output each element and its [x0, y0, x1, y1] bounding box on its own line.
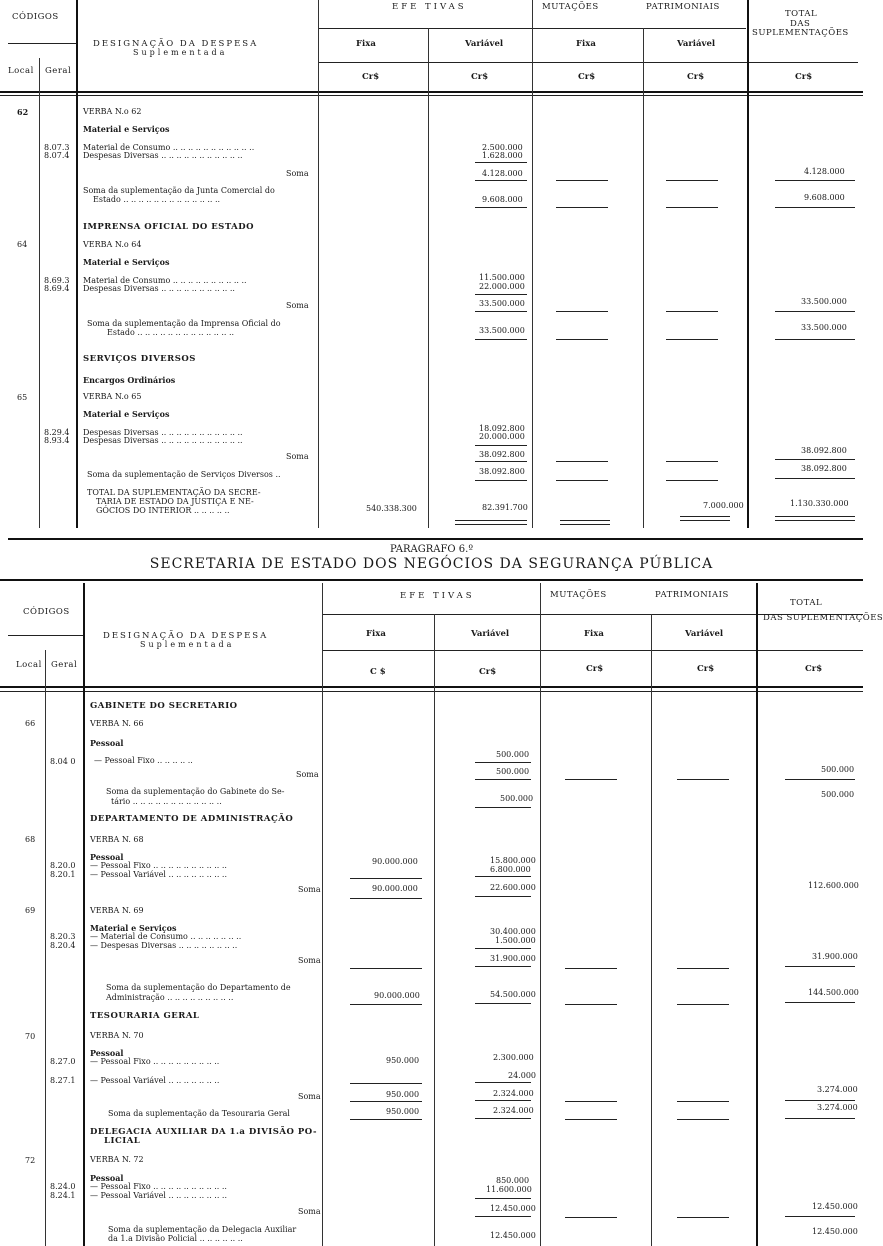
verba-label: VERBA N. 68	[90, 835, 144, 844]
variavel-mut-header: Variável	[677, 39, 716, 49]
geral-code: 8.69.4	[44, 284, 70, 293]
section-label: Pessoal	[90, 852, 124, 862]
fixa-header: Fixa	[366, 629, 386, 639]
section-label: Material e Serviços	[83, 409, 170, 419]
section-label: Encargos Ordinários	[83, 375, 176, 385]
total-header-suplementacoes: SUPLEMENTAÇÕES	[752, 28, 849, 38]
value-cell: 4.128.000	[482, 169, 523, 178]
value-cell: 22.600.000	[490, 883, 536, 892]
geral-code: 8.27.0	[50, 1057, 76, 1066]
value-cell: 1.500.000	[495, 936, 536, 945]
local-code: 64	[17, 240, 28, 249]
variavel-header: Variável	[465, 39, 504, 49]
value-cell: 24.000	[508, 1071, 536, 1080]
subtotal-label: tário .. .. .. .. .. .. .. .. .. .. .. ..	[111, 797, 222, 806]
geral-code: 8.07.4	[44, 151, 70, 160]
value-cell: 500.000	[496, 767, 530, 776]
department-heading: GABINETE DO SECRETARIO	[90, 701, 238, 711]
item-label: — Pessoal Fixo .. .. .. .. .. .. .. .. .. ..	[90, 861, 227, 870]
geral-code: 8.20.1	[50, 870, 76, 879]
soma-label: Soma	[298, 956, 321, 965]
total-cell: 31.900.000	[812, 952, 858, 961]
total-cell: 12.450.000	[812, 1227, 858, 1236]
subtotal-label: Soma da suplementação da Junta Comercial do	[83, 186, 275, 195]
grand-total-suplementacoes: 1.130.330.000	[790, 499, 849, 508]
currency-label: Cr$	[578, 72, 596, 82]
item-label: — Pessoal Variável .. .. .. .. .. .. .. ..	[90, 870, 228, 879]
item-label: — Despesas Diversas .. .. .. .. .. .. .. ..	[90, 941, 238, 950]
geral-code: 8.24.1	[50, 1191, 76, 1200]
geral-code: 8.69.3	[44, 276, 70, 285]
department-heading: DELEGACIA AUXILIAR DA 1.a DIVISÃO PO-	[90, 1127, 318, 1137]
value-cell: 33.500.000	[479, 326, 525, 335]
value-cell: 2.324.000	[493, 1106, 534, 1115]
currency-label: Cr$	[479, 667, 497, 677]
value-cell: 950.000	[386, 1090, 420, 1099]
value-cell: 11.500.000	[479, 273, 525, 282]
total-cell: 33.500.000	[801, 297, 847, 306]
mutacoes-header: MUTAÇÕES	[550, 590, 607, 600]
mutacoes-header: MUTAÇÕES	[542, 2, 599, 12]
local-code: 69	[25, 906, 36, 915]
currency-label: Cr$	[687, 72, 705, 82]
codigos-header: CÓDIGOS	[12, 12, 59, 22]
geral-code: 8.20.4	[50, 941, 76, 950]
total-cell: 3.274.000	[817, 1103, 858, 1112]
fixa-header: Fixa	[356, 39, 376, 49]
geral-code: 8.20.0	[50, 861, 76, 870]
currency-label: Cr$	[697, 664, 715, 674]
verba-label: VERBA N. 72	[90, 1155, 144, 1164]
item-label: — Pessoal Variável .. .. .. .. .. .. .. ..	[90, 1191, 228, 1200]
grand-total-fixa: 540.338.300	[366, 504, 417, 513]
total-cell: 38.092.800	[801, 464, 847, 473]
fixa-mut-header: Fixa	[576, 39, 596, 49]
local-code: 70	[25, 1032, 36, 1041]
department-heading: SERVIÇOS DIVERSOS	[83, 354, 196, 364]
total-header: TOTAL	[785, 9, 818, 19]
efetivas-header: EFE TIVAS	[392, 2, 467, 12]
local-code: 72	[25, 1156, 36, 1165]
geral-code: 8.29.4	[44, 428, 70, 437]
value-cell: 90.000.000	[372, 884, 418, 893]
total-header: TOTAL	[790, 598, 823, 608]
subtotal-label: Administração .. .. .. .. .. .. .. .. ..	[106, 993, 234, 1002]
soma-label: Soma	[286, 169, 309, 178]
grand-total-mut-variavel: 7.000.000	[703, 501, 744, 510]
value-cell: 18.092.800	[479, 424, 525, 433]
geral-header: Geral	[45, 66, 72, 76]
section-label: Material e Serviços	[90, 923, 177, 933]
item-label: Despesas Diversas .. .. .. .. .. .. .. .. .. .. ..	[83, 436, 243, 445]
value-cell: 31.900.000	[490, 954, 536, 963]
suplementada-header: Suplementada	[133, 48, 228, 57]
value-cell: 38.092.800	[479, 450, 525, 459]
verba-label: VERBA N. 66	[90, 719, 144, 728]
value-cell: 6.800.000	[490, 865, 531, 874]
value-cell: 950.000	[386, 1056, 420, 1065]
grand-total-label: TARIA DE ESTADO DA JUSTIÇA E NE-	[96, 497, 254, 506]
geral-code: 8.27.1	[50, 1076, 76, 1085]
paragraph-label: PARAGRAFO 6.º	[389, 544, 474, 555]
efetivas-header: EFE TIVAS	[400, 591, 475, 601]
local-header: Local	[8, 66, 34, 76]
fixa-mut-header: Fixa	[584, 629, 604, 639]
item-label: Despesas Diversas .. .. .. .. .. .. .. .. .. .. ..	[83, 428, 243, 437]
geral-code: 8.20.3	[50, 932, 76, 941]
value-cell: 20.000.000	[479, 432, 525, 441]
local-code: 68	[25, 835, 36, 844]
currency-label: Cr$	[586, 664, 604, 674]
subtotal-label: Soma da suplementação da Imprensa Oficial do	[87, 319, 281, 328]
total-cell: 3.274.000	[817, 1085, 858, 1094]
department-heading: IMPRENSA OFICIAL DO ESTADO	[83, 222, 255, 232]
value-cell: 11.600.000	[486, 1185, 532, 1194]
designacao-header: DESIGNAÇÃO DA DESPESA	[103, 631, 269, 641]
section-label: Pessoal	[90, 1048, 124, 1058]
verba-label: VERBA N. 69	[90, 906, 144, 915]
item-label: — Pessoal Fixo .. .. .. .. .. .. .. .. ..	[90, 1057, 220, 1066]
patrimoniais-header: PATRIMONIAIS	[655, 590, 729, 600]
value-cell: 12.450.000	[490, 1204, 536, 1213]
value-cell: 90.000.000	[372, 857, 418, 866]
currency-label: Cr$	[362, 72, 380, 82]
subtotal-label: Estado .. .. .. .. .. .. .. .. .. .. .. .. ..	[93, 195, 221, 204]
grand-total-label: TOTAL DA SUPLEMENTAÇÃO DA SECRE-	[87, 488, 261, 497]
variavel-header: Variável	[471, 629, 510, 639]
item-label: — Pessoal Variável .. .. .. .. .. .. ..	[90, 1076, 220, 1085]
variavel-mut-header: Variável	[685, 629, 724, 639]
local-header: Local	[16, 660, 42, 670]
department-heading: LICIAL	[104, 1136, 141, 1146]
value-cell: 2.500.000	[482, 143, 523, 152]
total-cell: 12.450.000	[812, 1202, 858, 1211]
total-cell: 38.092.800	[801, 446, 847, 455]
subtotal-label: da 1.a Divisão Policial .. .. .. .. .. ..	[108, 1234, 243, 1243]
total-cell: 500.000	[821, 790, 855, 799]
codigos-header: CÓDIGOS	[23, 607, 70, 617]
section-label: Pessoal	[90, 1173, 124, 1183]
value-cell: 2.324.000	[493, 1089, 534, 1098]
currency-label: C $	[370, 667, 386, 677]
section-label: Pessoal	[90, 738, 124, 748]
total-cell: 33.500.000	[801, 323, 847, 332]
section-title: SECRETARIA DE ESTADO DOS NEGÓCIOS DA SEGURANÇA PÚBLICA	[149, 556, 714, 572]
geral-code: 8.93.4	[44, 436, 70, 445]
grand-total-label: GÓCIOS DO INTERIOR .. .. .. .. ..	[96, 506, 230, 515]
total-cell: 4.128.000	[804, 167, 845, 176]
department-heading: TESOURARIA GERAL	[90, 1011, 200, 1021]
value-cell: 30.400.000	[490, 927, 536, 936]
value-cell: 500.000	[500, 794, 534, 803]
item-label: — Pessoal Fixo .. .. .. .. .. .. .. .. .. ..	[90, 1182, 227, 1191]
value-cell: 950.000	[386, 1107, 420, 1116]
item-label: Despesas Diversas .. .. .. .. .. .. .. .. .. ..	[83, 284, 235, 293]
local-code: 62	[17, 107, 29, 117]
subtotal-label: Soma da suplementação da Delegacia Auxiliar	[108, 1225, 297, 1234]
soma-label: Soma	[298, 1092, 321, 1101]
geral-code: 8.07.3	[44, 143, 70, 152]
suplementada-header: Suplementada	[140, 640, 235, 649]
value-cell: 22.000.000	[479, 282, 525, 291]
soma-label: Soma	[298, 1207, 321, 1216]
value-cell: 33.500.000	[479, 299, 525, 308]
soma-label: Soma	[296, 770, 319, 779]
geral-code: 8.24.0	[50, 1182, 76, 1191]
section-label: Material e Serviços	[83, 124, 170, 134]
value-cell: 90.000.000	[374, 991, 420, 1000]
value-cell: 850.000	[496, 1176, 530, 1185]
value-cell: 54.500.000	[490, 990, 536, 999]
total-header-das: DAS	[790, 19, 811, 29]
verba-label: VERBA N.o 62	[83, 107, 142, 116]
item-label: Material de Consumo .. .. .. .. .. .. .. .. .. .. ..	[83, 143, 255, 152]
geral-code: 8.04 0	[50, 757, 76, 766]
total-header-suplementacoes: DAS SUPLEMENTAÇÕES	[763, 613, 883, 623]
designacao-header: DESIGNAÇÃO DA DESPESA	[93, 39, 259, 49]
subtotal-label: Soma da suplementação da Tesouraria Geral	[108, 1109, 290, 1118]
section-label: Material e Serviços	[83, 257, 170, 267]
soma-label: Soma	[298, 885, 321, 894]
item-label: Material de Consumo .. .. .. .. .. .. .. .. .. ..	[83, 276, 247, 285]
verba-label: VERBA N.o 64	[83, 240, 142, 249]
patrimoniais-header: PATRIMONIAIS	[646, 2, 720, 12]
subtotal-label: Soma da suplementação do Gabinete do Se-	[106, 787, 285, 796]
subtotal-label: Soma da suplementação de Serviços Diversos ..	[87, 470, 281, 479]
total-cell: 9.608.000	[804, 193, 845, 202]
item-label: Despesas Diversas .. .. .. .. .. .. .. .. .. .. ..	[83, 151, 243, 160]
currency-label: Cr$	[795, 72, 813, 82]
value-cell: 1.628.000	[482, 151, 523, 160]
subtotal-label: Soma da suplementação do Departamento de	[106, 983, 291, 992]
local-code: 65	[17, 393, 28, 402]
currency-label: Cr$	[805, 664, 823, 674]
item-label: — Material de Consumo .. .. .. .. .. .. ..	[90, 932, 242, 941]
verba-label: VERBA N. 70	[90, 1031, 144, 1040]
value-cell: 38.092.800	[479, 467, 525, 476]
department-heading: DEPARTAMENTO DE ADMINISTRAÇÃO	[90, 814, 294, 824]
grand-total-variavel: 82.391.700	[482, 503, 528, 512]
geral-header: Geral	[51, 660, 78, 670]
total-cell: 144.500.000	[808, 988, 859, 997]
local-code: 66	[25, 719, 36, 728]
value-cell: 2.300.000	[493, 1053, 534, 1062]
total-cell: 112.600.000	[808, 881, 859, 890]
value-cell: 9.608.000	[482, 195, 523, 204]
subtotal-label: Estado .. .. .. .. .. .. .. .. .. .. .. .. ..	[107, 328, 235, 337]
currency-label: Cr$	[471, 72, 489, 82]
value-cell: 500.000	[496, 750, 530, 759]
verba-label: VERBA N.o 65	[83, 392, 142, 401]
value-cell: 15.800.000	[490, 856, 536, 865]
value-cell: 12.450.000	[490, 1231, 536, 1240]
total-cell: 500.000	[821, 765, 855, 774]
item-label: — Pessoal Fixo .. .. .. .. ..	[94, 756, 193, 765]
soma-label: Soma	[286, 452, 309, 461]
soma-label: Soma	[286, 301, 309, 310]
